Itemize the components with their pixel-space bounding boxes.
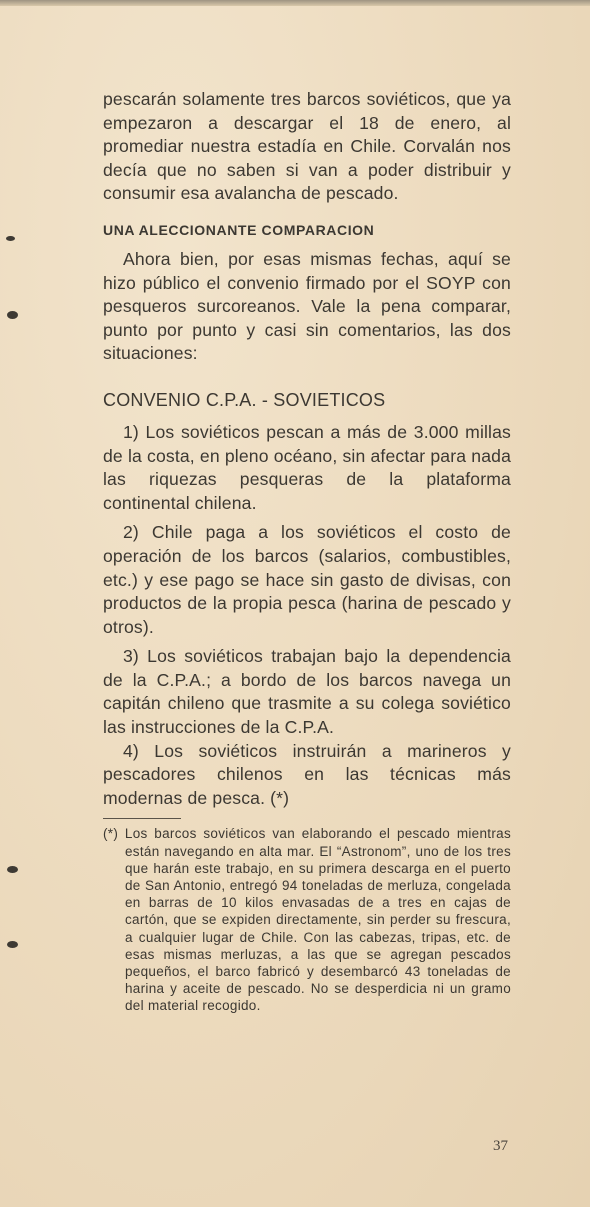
page-top-edge bbox=[0, 0, 590, 6]
margin-speck bbox=[7, 311, 18, 319]
page-number: 37 bbox=[493, 1138, 508, 1154]
agreement-title: CONVENIO C.P.A. - SOVIETICOS bbox=[103, 389, 386, 410]
margin-speck bbox=[6, 236, 15, 241]
agreement-item-2: 2) Chile paga a los soviéticos el costo de operación de los barcos (salarios, combustibles, etc.) y ese pago se hace sin gasto de divisas, con productos de la propia pesca (harina de pescado y otros). bbox=[103, 522, 511, 637]
intro-paragraph: pescarán solamente tres barcos soviéticos, que ya empezaron a descargar el 18 de enero, al promediar nuestra estadía en Chile. Corvalán nos decía que no saben si van a poder distribuir y consumir esa avalancha de pescado. bbox=[103, 89, 511, 204]
comparison-paragraph: Ahora bien, por esas mismas fechas, aquí se hizo público el convenio firmado por el SOYP con pesqueros surcoreanos. Vale la pena comparar, punto por punto y casi sin comentarios, las dos situaciones: bbox=[103, 248, 511, 364]
margin-speck bbox=[7, 866, 18, 873]
agreement-item-1: 1) Los soviéticos pescan a más de 3.000 millas de la costa, en pleno océano, sin afectar para nada las riquezas pesqueras de la plataforma continental chilena. bbox=[103, 421, 511, 513]
margin-speck bbox=[7, 941, 18, 948]
agreement-item-3: 3) Los soviéticos trabajan bajo la dependencia de la C.P.A.; a bordo de los barcos navega un capitán chileno que trasmite a su colega soviético las instrucciones de la C.P.A. bbox=[103, 646, 511, 738]
section-heading: UNA ALECCIONANTE COMPARACION bbox=[103, 221, 375, 238]
footnote-divider bbox=[103, 818, 181, 819]
footnote: (*) Los barcos soviéticos van elaborando el pescado mientras están navegando en alta mar. El “Astronom”, uno de los tres que harán este trabajo, en su primera descarga en el puerto de San Antonio, entregó 94 toneladas de merluza, congelada en barras de 10 kilos envasadas de a tres en cajas de cartón, que se expiden directamente, sin perder su frescura, a cualquier lugar de Chile. Con las cabezas, tripas, etc. de esas mismas merluzas, a las que se agregan pescados pequeños, el barco fabricó y desembarcó 43 toneladas de harina y aceite de pescado. No se desperdicia ni un gramo del material recogido. bbox=[103, 826, 511, 1014]
page-content bbox=[103, 88, 511, 1015]
agreement-item-4: 4) Los soviéticos instruirán a marineros y pescadores chilenos en las técnicas más modernas de pesca. (*) bbox=[103, 740, 511, 808]
